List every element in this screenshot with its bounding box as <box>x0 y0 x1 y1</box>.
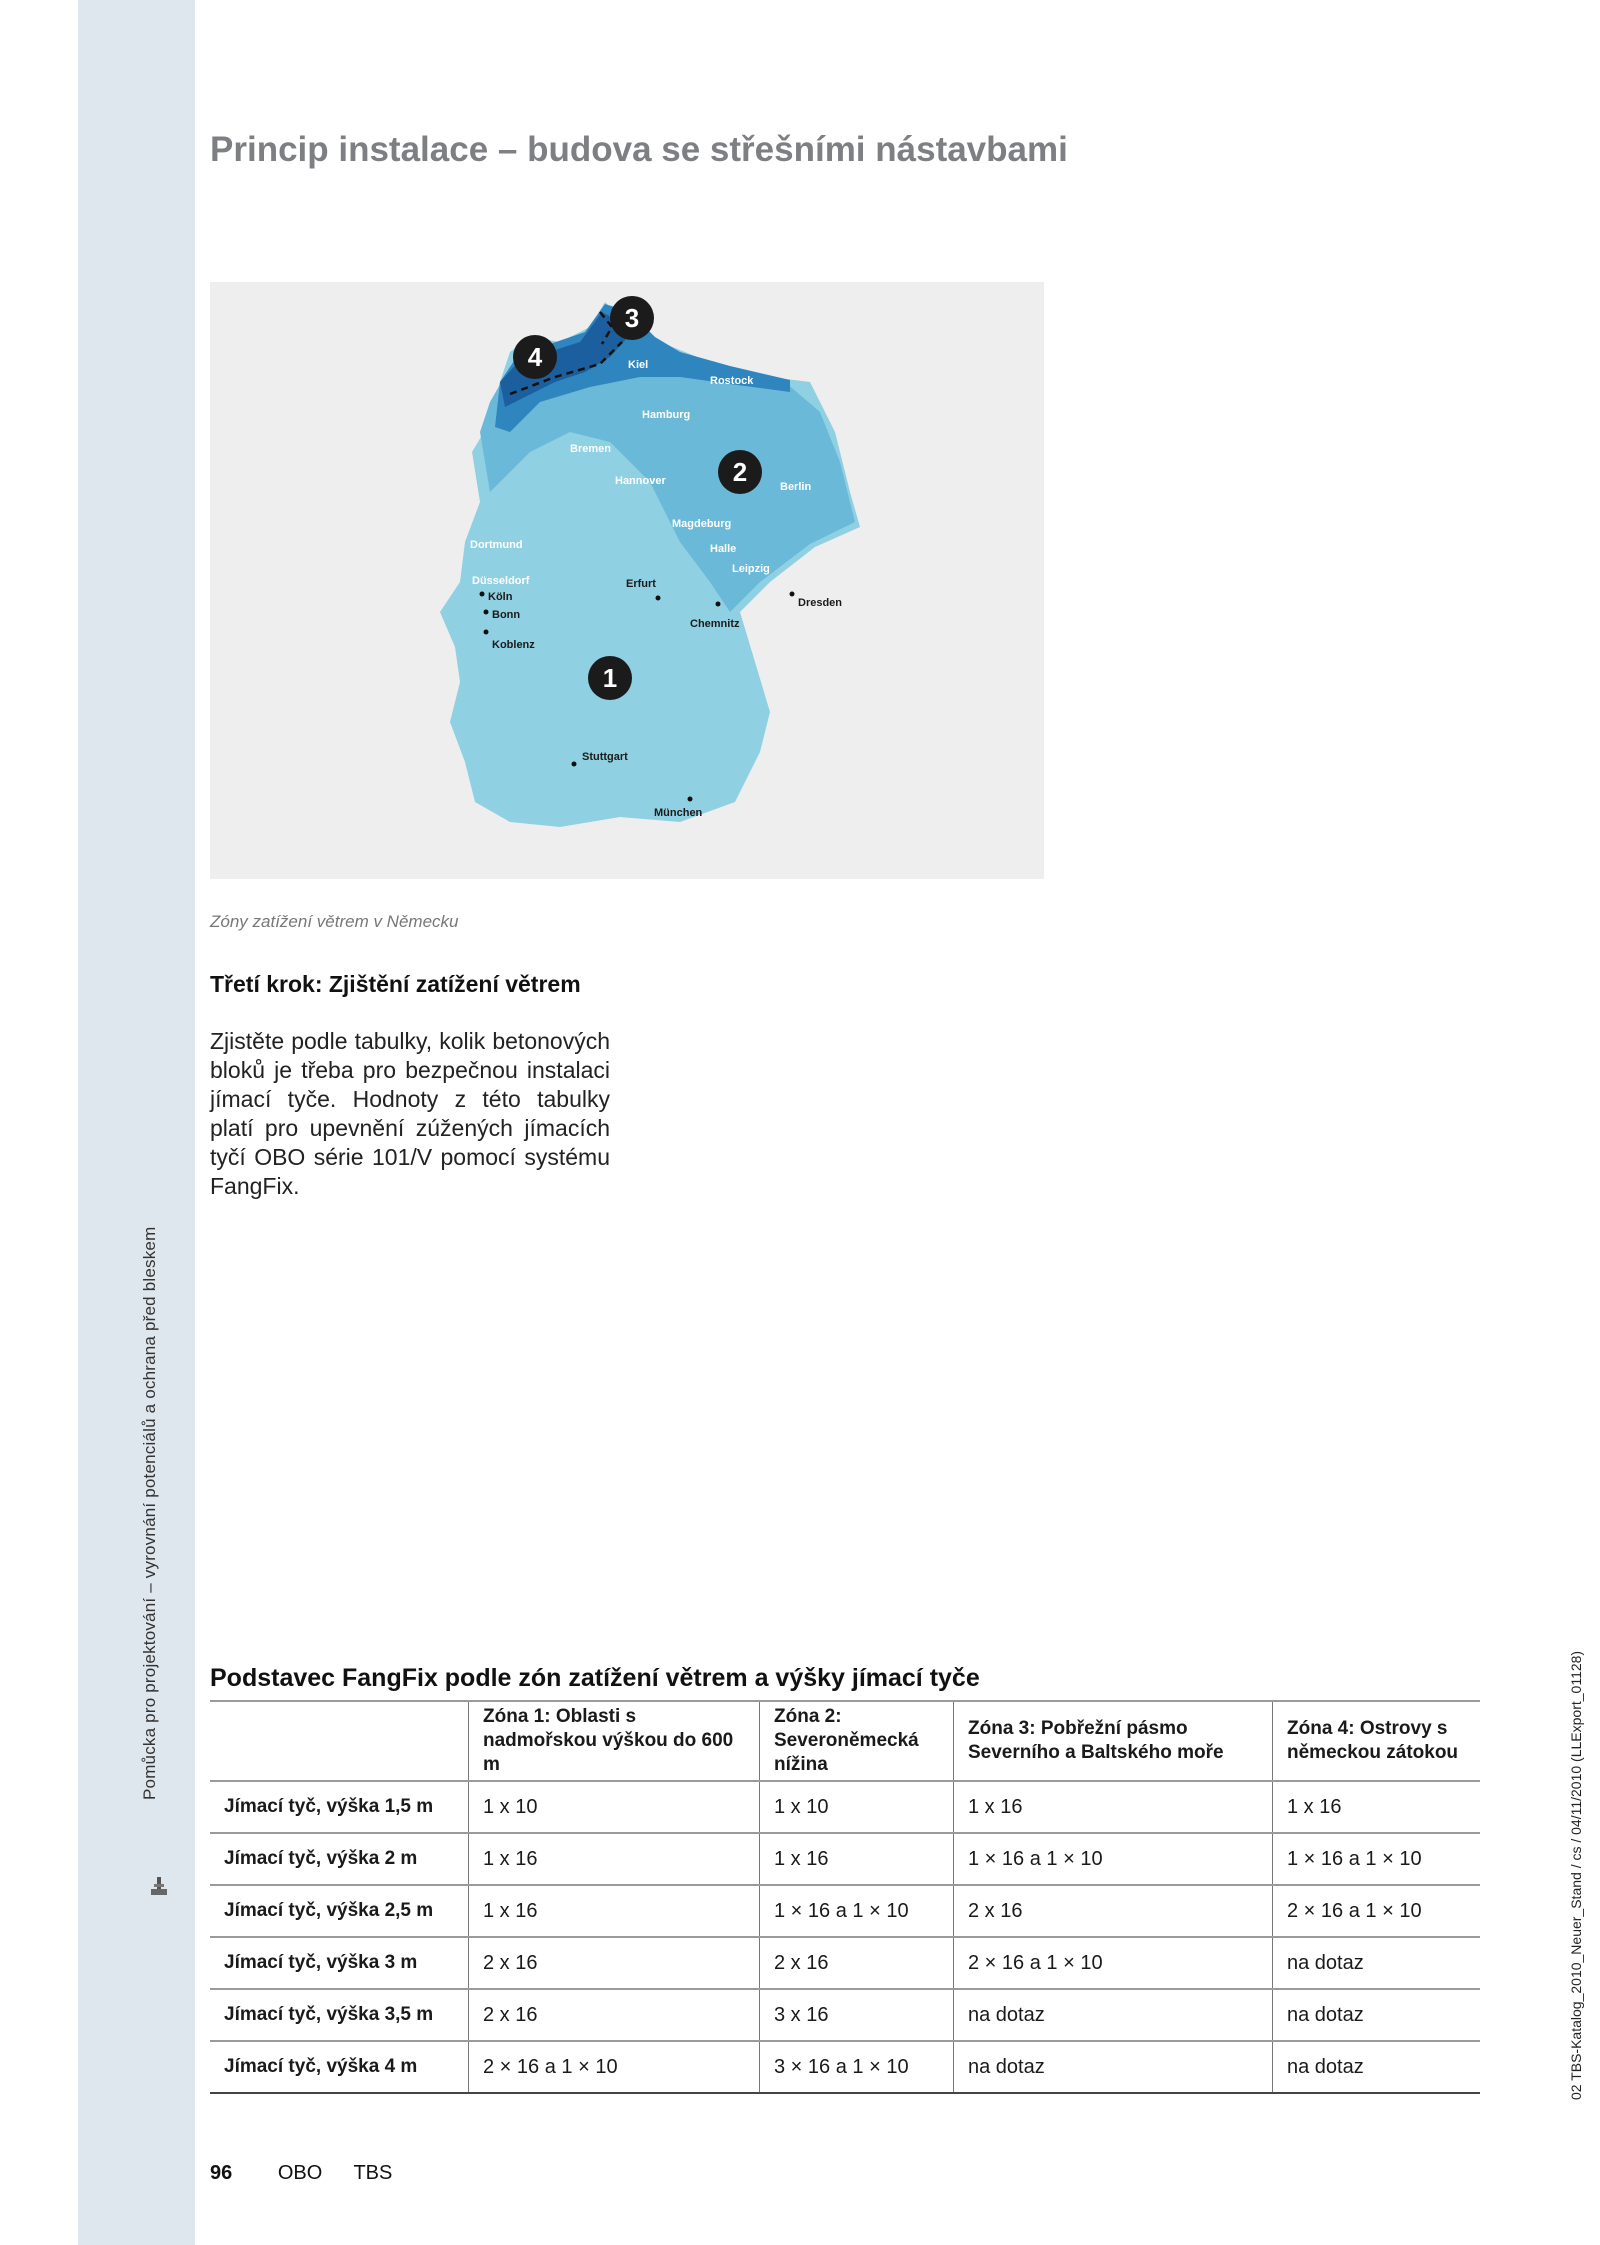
table-cell: 1 × 16 a 1 × 10 <box>1273 1833 1481 1885</box>
table-row <box>210 1989 1480 2041</box>
row-label: Jímací tyč, výška 4 m <box>210 2041 469 2093</box>
page-title: Princip instalace – budova se střešními nástavbami <box>210 130 1068 169</box>
city-bonn: Bonn <box>492 609 521 621</box>
table-cell: 1 × 16 a 1 × 10 <box>760 1885 954 1937</box>
zone-marker-4 <box>513 335 557 379</box>
city-leipzig: Leipzig <box>732 563 770 575</box>
svg-text:1: 1 <box>602 663 618 693</box>
step-body: Zjistěte podle tabulky, kolik betonových bloků je třeba pro bezpečnou instalaci jímací tyče. Hodnoty z této tabulky platí pro upevnění zúžených jímacích tyčí OBO série 101/V pomocí systému FangFix. <box>210 1028 610 1199</box>
table-cell: 2 x 16 <box>760 1937 954 1989</box>
table-cell: 1 x 16 <box>954 1781 1273 1833</box>
table-header-cell <box>210 1701 469 1781</box>
table-cell: 1 x 16 <box>760 1833 954 1885</box>
map-caption: Zóny zatížení větrem v Německu <box>210 912 459 931</box>
city-chemnitz: Chemnitz <box>690 618 740 630</box>
table-cell: 1 x 16 <box>469 1885 760 1937</box>
row-label: Jímací tyč, výška 2,5 m <box>210 1885 469 1937</box>
wind-zone-map <box>210 282 1044 879</box>
table-title: Podstavec FangFix podle zón zatížení větrem a výšky jímací tyče <box>210 1664 980 1692</box>
table-cell: 3 × 16 a 1 × 10 <box>760 2041 954 2093</box>
city-halle: Halle <box>710 543 737 555</box>
city-koeln: Köln <box>488 591 513 603</box>
row-label: Jímací tyč, výška 2 m <box>210 1833 469 1885</box>
table-cell: 1 x 10 <box>469 1781 760 1833</box>
fangfix-table <box>210 1700 1480 2094</box>
table-row <box>210 2041 1480 2093</box>
city-hannover: Hannover <box>615 475 666 487</box>
city-rostock: Rostock <box>710 375 754 387</box>
city-berlin: Berlin <box>780 481 812 493</box>
row-label: Jímací tyč, výška 3,5 m <box>210 1989 469 2041</box>
catalog-reference: 02 TBS-Katalog_2010_Neuer_Stand / cs / 04/11/2010 (LLExport_01128) <box>1568 1650 1584 2100</box>
svg-text:2: 2 <box>732 457 748 487</box>
city-dortmund: Dortmund <box>470 539 523 551</box>
table-row <box>210 1781 1480 1833</box>
table-cell: na dotaz <box>1273 2041 1481 2093</box>
table-row <box>210 1885 1480 1937</box>
table-row <box>210 1833 1480 1885</box>
lightning-rod-icon <box>148 1875 170 1897</box>
city-muenchen: München <box>654 807 703 819</box>
row-label: Jímací tyč, výška 1,5 m <box>210 1781 469 1833</box>
city-erfurt: Erfurt <box>626 578 656 590</box>
table-cell: 1 x 16 <box>1273 1781 1481 1833</box>
zone-marker-3 <box>610 296 654 340</box>
table-header-cell: Zóna 2: Severoněmecká nížina <box>760 1701 954 1781</box>
side-band <box>0 0 195 2245</box>
table-header-row <box>210 1701 1480 1781</box>
page-footer <box>210 2162 418 2185</box>
table-cell: 2 × 16 a 1 × 10 <box>1273 1885 1481 1937</box>
table-cell: na dotaz <box>954 1989 1273 2041</box>
table-cell: na dotaz <box>954 2041 1273 2093</box>
table-cell: 2 x 16 <box>954 1885 1273 1937</box>
city-dresden: Dresden <box>798 597 843 609</box>
city-stuttgart: Stuttgart <box>582 751 628 763</box>
table-cell: na dotaz <box>1273 1937 1481 1989</box>
brand-obo: OBO <box>277 2162 323 2184</box>
table-cell: 3 x 16 <box>760 1989 954 2041</box>
zone-marker-2 <box>718 450 762 494</box>
page-number: 96 <box>210 2162 233 2184</box>
table-header-cell: Zóna 3: Pobřežní pásmo Severního a Baltského moře <box>954 1701 1273 1781</box>
table-cell: 1 x 10 <box>760 1781 954 1833</box>
city-magdeburg: Magdeburg <box>672 518 732 530</box>
step-title: Třetí krok: Zjištění zatížení větrem <box>210 971 581 997</box>
table-cell: 1 × 16 a 1 × 10 <box>954 1833 1273 1885</box>
city-bremen: Bremen <box>570 443 611 455</box>
zone-marker-1 <box>588 656 632 700</box>
city-kiel: Kiel <box>628 359 649 371</box>
svg-text:4: 4 <box>527 342 543 372</box>
city-koblenz: Koblenz <box>492 639 535 651</box>
table-cell: 1 x 16 <box>469 1833 760 1885</box>
table-cell: 2 x 16 <box>469 1937 760 1989</box>
brand-tbs: TBS <box>353 2162 393 2184</box>
table-row <box>210 1937 1480 1989</box>
germany-map-svg <box>210 282 1044 879</box>
side-chapter-text: Pomůcka pro projektování – vyrovnání potenciálů a ochrana před bleskem <box>140 1226 159 1800</box>
table-header-cell: Zóna 4: Ostrovy s německou zátokou <box>1273 1701 1481 1781</box>
city-hamburg: Hamburg <box>642 409 691 421</box>
table-cell: 2 × 16 a 1 × 10 <box>954 1937 1273 1989</box>
side-bar <box>78 0 195 2245</box>
city-duesseldorf: Düsseldorf <box>472 575 530 587</box>
table-cell: na dotaz <box>1273 1989 1481 2041</box>
table-cell: 2 × 16 a 1 × 10 <box>469 2041 760 2093</box>
table-cell: 2 x 16 <box>469 1989 760 2041</box>
row-label: Jímací tyč, výška 3 m <box>210 1937 469 1989</box>
svg-text:3: 3 <box>624 303 640 333</box>
table-header-cell: Zóna 1: Oblasti s nadmořskou výškou do 600 m <box>469 1701 760 1781</box>
